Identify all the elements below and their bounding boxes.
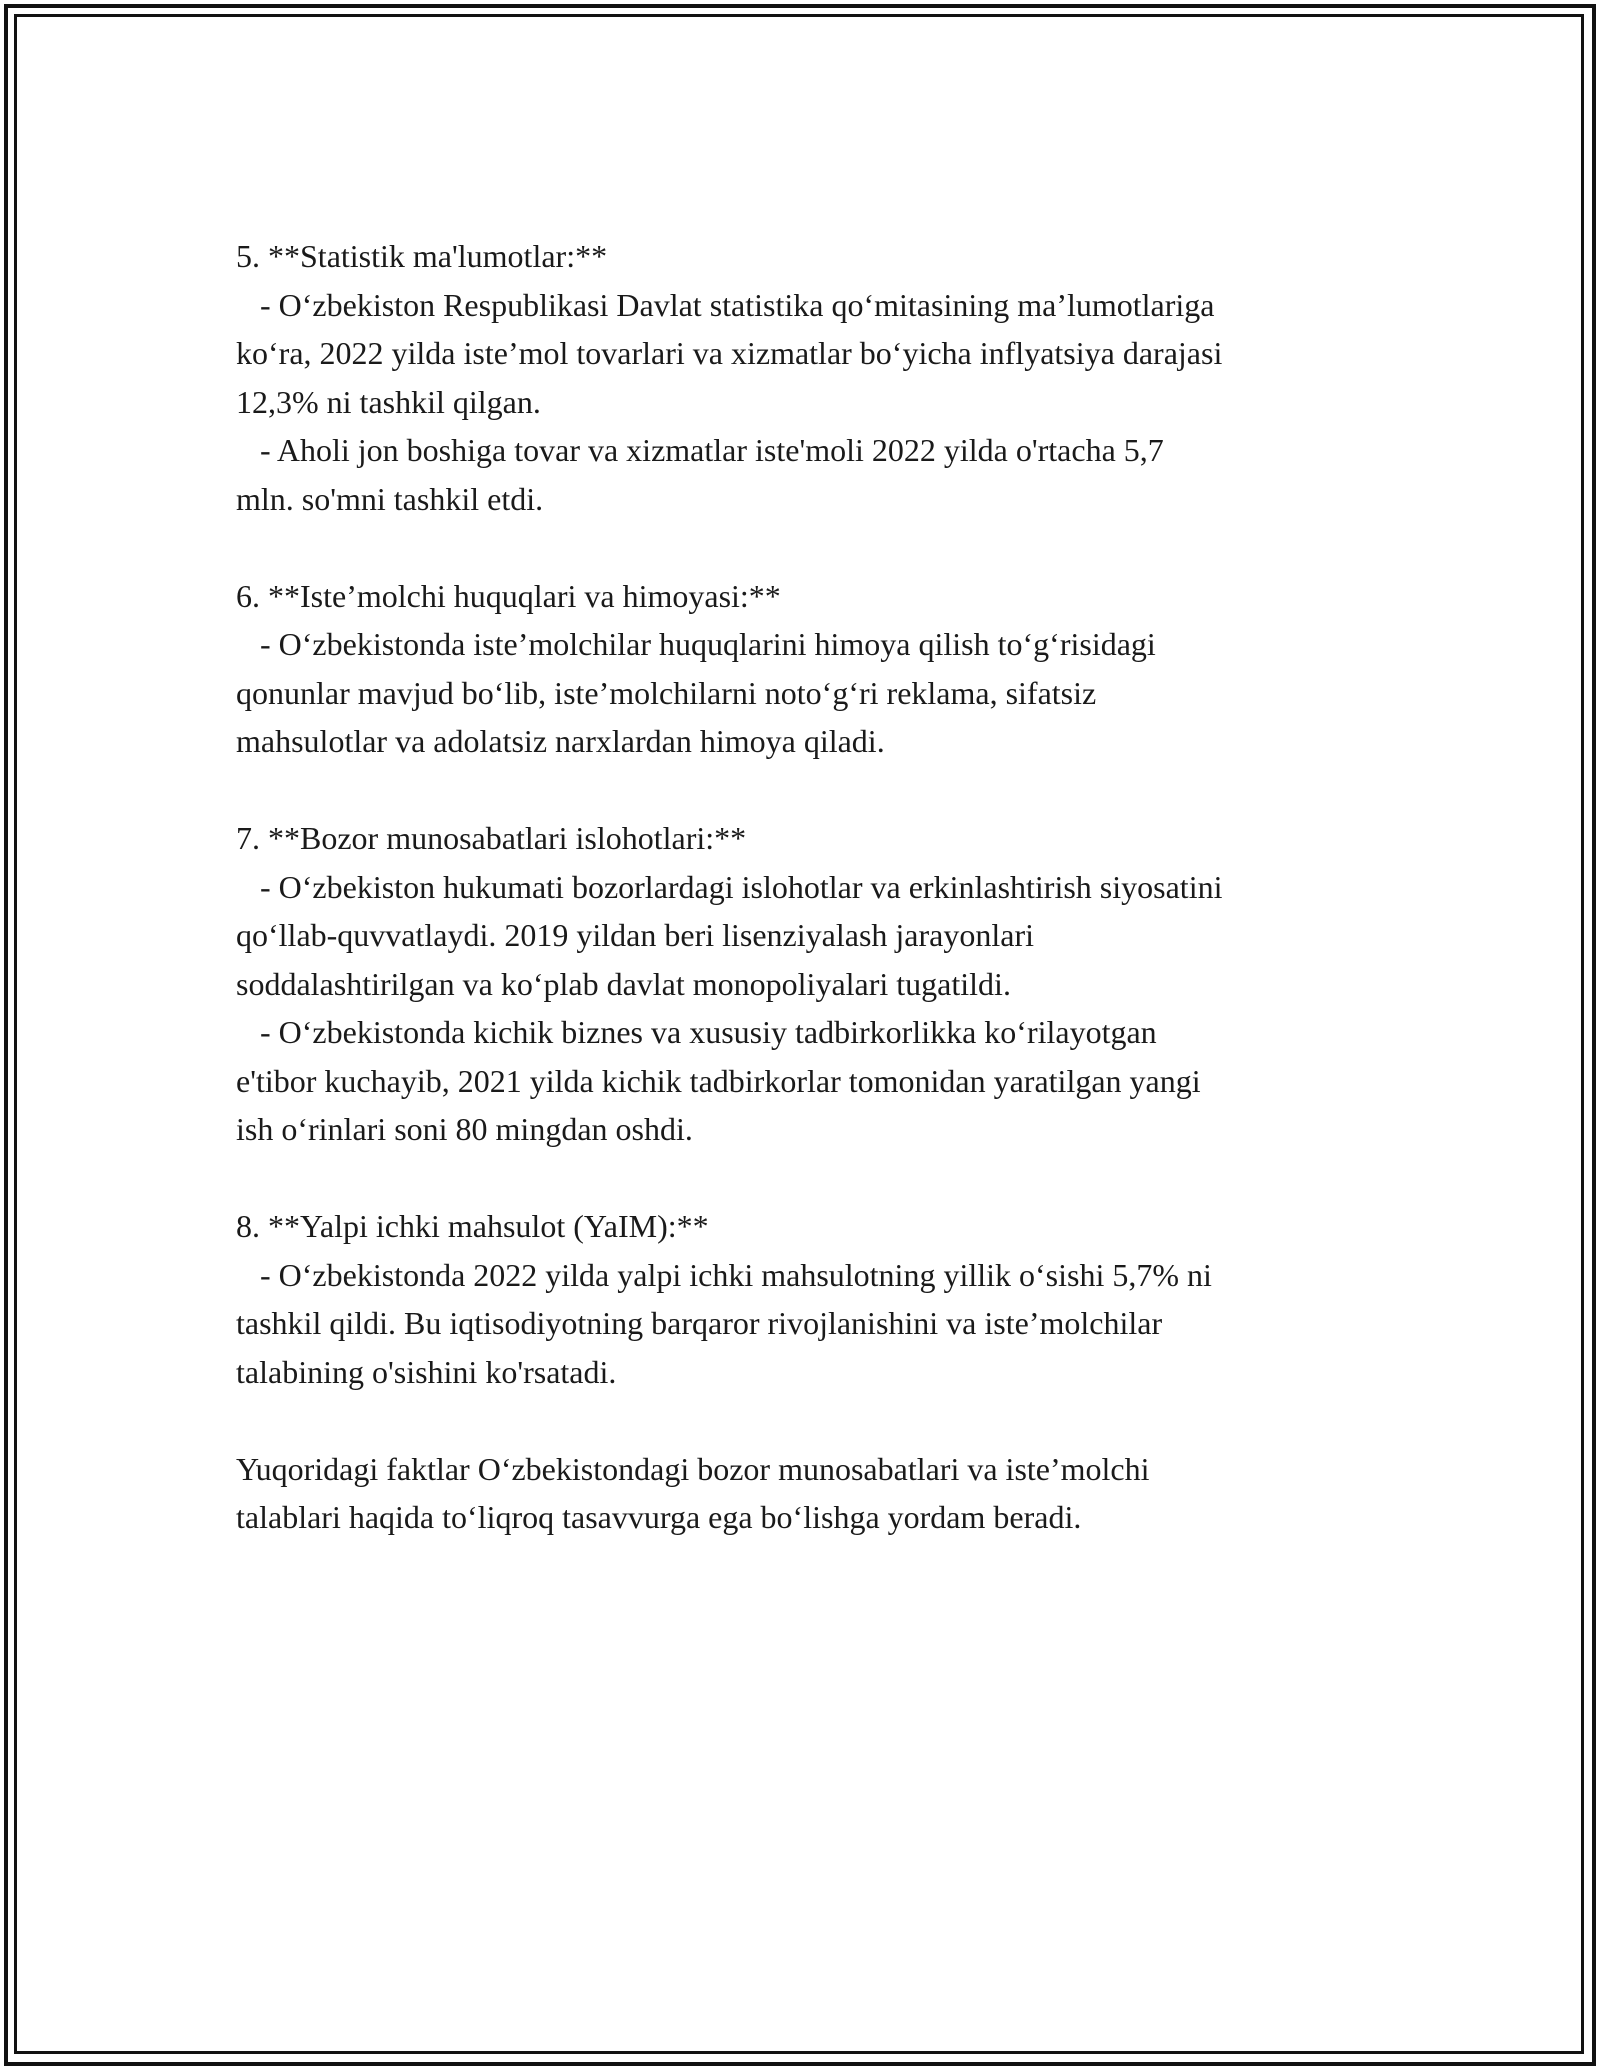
text-line: qonunlar mavjud bo‘lib, iste’molchilarni noto‘g‘ri reklama, sifatsiz <box>236 674 1097 711</box>
section-heading: 8. **Yalpi ichki mahsulot (YaIM):** <box>236 1208 709 1244</box>
text-line: qo‘llab-quvvatlaydi. 2019 yildan beri lisenziyalash jarayonlari <box>236 917 1034 953</box>
text-line: soddalashtirilgan va ko‘plab davlat monopoliyalari tugatildi. <box>236 965 1011 1002</box>
section-heading: 7. **Bozor munosabatlari islohotlari:** <box>236 820 747 856</box>
section-heading: 5. **Statistik ma'lumotlar:** <box>236 238 608 274</box>
text-line: talablari haqida to‘liqroq tasavvurga ega bo‘lishga yordam beradi. <box>236 1499 1082 1535</box>
blank-line <box>236 1396 1396 1445</box>
text-line: tashkil qildi. Bu iqtisodiyotning barqaror rivojlanishini va iste’molchilar <box>236 1305 1163 1341</box>
section-gdp <box>236 1202 1396 1396</box>
text-line: mahsulotlar va adolatsiz narxlardan himoya qiladi. <box>236 723 885 759</box>
blank-line <box>236 766 1396 815</box>
text-line: - O‘zbekistonda kichik biznes va xususiy tadbirkorlikka ko‘rilayotgan <box>236 1014 1157 1050</box>
section-heading: 6. **Iste’molchi huquqlari va himoyasi:** <box>236 577 781 614</box>
text-line: - O‘zbekistonda 2022 yilda yalpi ichki mahsulotning yillik o‘sishi 5,7% ni <box>236 1256 1212 1293</box>
section-consumer-rights <box>236 572 1396 766</box>
document-body <box>236 232 1396 1542</box>
text-line: - O‘zbekiston Respublikasi Davlat statistika qo‘mitasining ma’lumotlariga <box>236 286 1215 323</box>
conclusion-paragraph <box>236 1445 1396 1542</box>
text-line: - O‘zbekistonda iste’molchilar huquqlarini himoya qilish to‘g‘risidagi <box>236 626 1156 662</box>
section-statistics <box>236 232 1396 523</box>
section-market-reforms <box>236 814 1396 1154</box>
text-line: mln. so'mni tashkil etdi. <box>236 480 544 517</box>
blank-line <box>236 523 1396 572</box>
text-line: Yuqoridagi faktlar O‘zbekistondagi bozor munosabatlari va iste’molchi <box>236 1450 1150 1487</box>
blank-line <box>236 1154 1396 1203</box>
text-line: - O‘zbekiston hukumati bozorlardagi islohotlar va erkinlashtirish siyosatini <box>236 868 1223 905</box>
text-line: e'tibor kuchayib, 2021 yilda kichik tadbirkorlar tomonidan yaratilgan yangi <box>236 1062 1201 1099</box>
text-line: - Aholi jon boshiga tovar va xizmatlar iste'moli 2022 yilda o'rtacha 5,7 <box>236 432 1164 468</box>
text-line: ish o‘rinlari soni 80 mingdan oshdi. <box>236 1111 693 1147</box>
text-line: ko‘ra, 2022 yilda iste’mol tovarlari va xizmatlar bo‘yicha inflyatsiya darajasi <box>236 335 1223 371</box>
text-line: 12,3% ni tashkil qilgan. <box>236 383 541 420</box>
text-line: talabining o'sishini ko'rsatadi. <box>236 1353 617 1390</box>
